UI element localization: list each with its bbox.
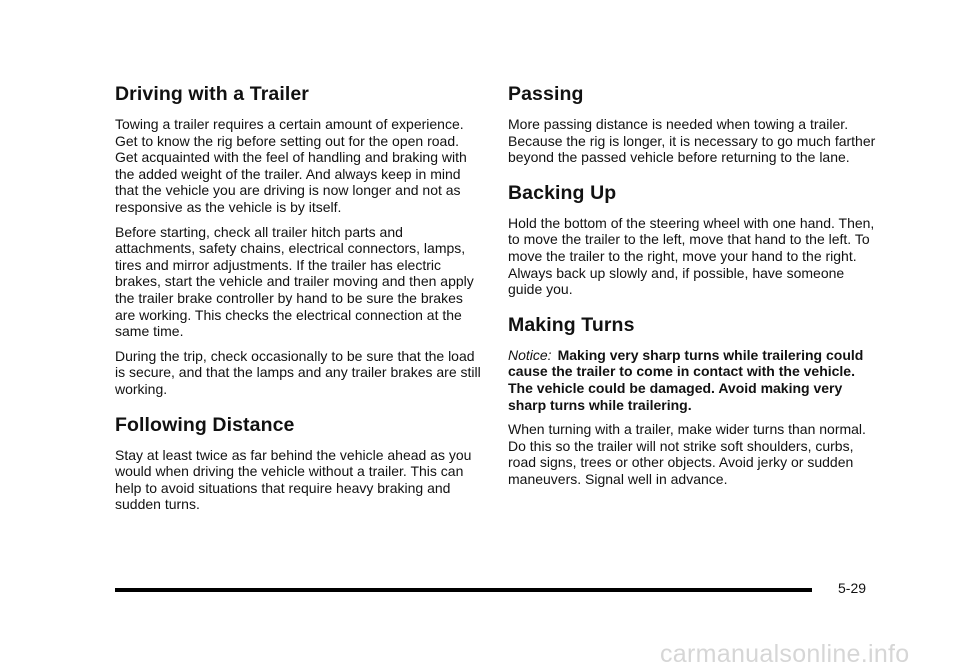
heading-driving-with-trailer: Driving with a Trailer: [115, 83, 310, 105]
paragraph: Stay at least twice as far behind the vehicle ahead as you would when driving the vehicle without a trailer. This can help to avoid situations that require heavy braking and sudden turns.: [115, 446, 472, 513]
heading-making-turns: Making Turns: [508, 313, 635, 336]
section-driving-with-trailer: [115, 82, 485, 398]
right-column: [508, 82, 880, 503]
notice-label: Notice:: [508, 346, 552, 363]
paragraph: When turning with a trailer, make wider turns than normal. Do this so the trailer will not strike soft shoulders, curbs, road signs, trees or other objects. Avoid jerky or sudden maneuvers. Signal well in advance.: [508, 421, 866, 487]
notice-text: Making very sharp turns while trailering could cause the trailer to come in contact with the vehicle. The vehicle could be damaged. Avoid making very sharp turns while trailering.: [508, 346, 864, 413]
page-number: 5-29: [838, 580, 867, 596]
heading-following-distance: Following Distance: [115, 413, 295, 436]
heading-backing-up: Backing Up: [508, 181, 617, 204]
watermark: carmanualsonline.info: [660, 640, 910, 668]
paragraph: During the trip, check occasionally to be sure that the load is secure, and that the lamps and any trailer brakes are still working.: [115, 347, 481, 397]
paragraph: Hold the bottom of the steering wheel with one hand. Then, to move the trailer to the left, move that hand to the left. To move the trailer to the right, move your hand to the right. Always back up slowly and, if possible, have someone guide you.: [508, 214, 875, 298]
paragraph: More passing distance is needed when towing a trailer. Because the rig is longer, it is necessary to go much farther beyond the passed vehicle before returning to the lane.: [508, 116, 876, 166]
left-column: [115, 82, 485, 528]
paragraph: Before starting, check all trailer hitch parts and attachments, safety chains, electrical connectors, lamps, tires and mirror adjustments. If the trailer has electric brakes, start the vehicle and trailer moving and then apply the trailer brake controller by hand to be sure the brakes are working. This checks the electrical connection at the same time.: [115, 223, 474, 340]
heading-passing: Passing: [508, 83, 584, 105]
notice-paragraph: [508, 347, 880, 413]
section-backing-up: [508, 181, 880, 298]
footer-rule: [115, 588, 812, 592]
section-following-distance: [115, 413, 485, 513]
section-making-turns: [508, 313, 880, 488]
section-passing: [508, 82, 880, 166]
paragraph: Towing a trailer requires a certain amount of experience. Get to know the rig before setting out for the open road. Get acquainted with the feel of handling and braking with the added weight of the trailer. And always keep in mind that the vehicle you are driving is now longer and not as responsive as the vehicle is by itself.: [115, 116, 467, 215]
